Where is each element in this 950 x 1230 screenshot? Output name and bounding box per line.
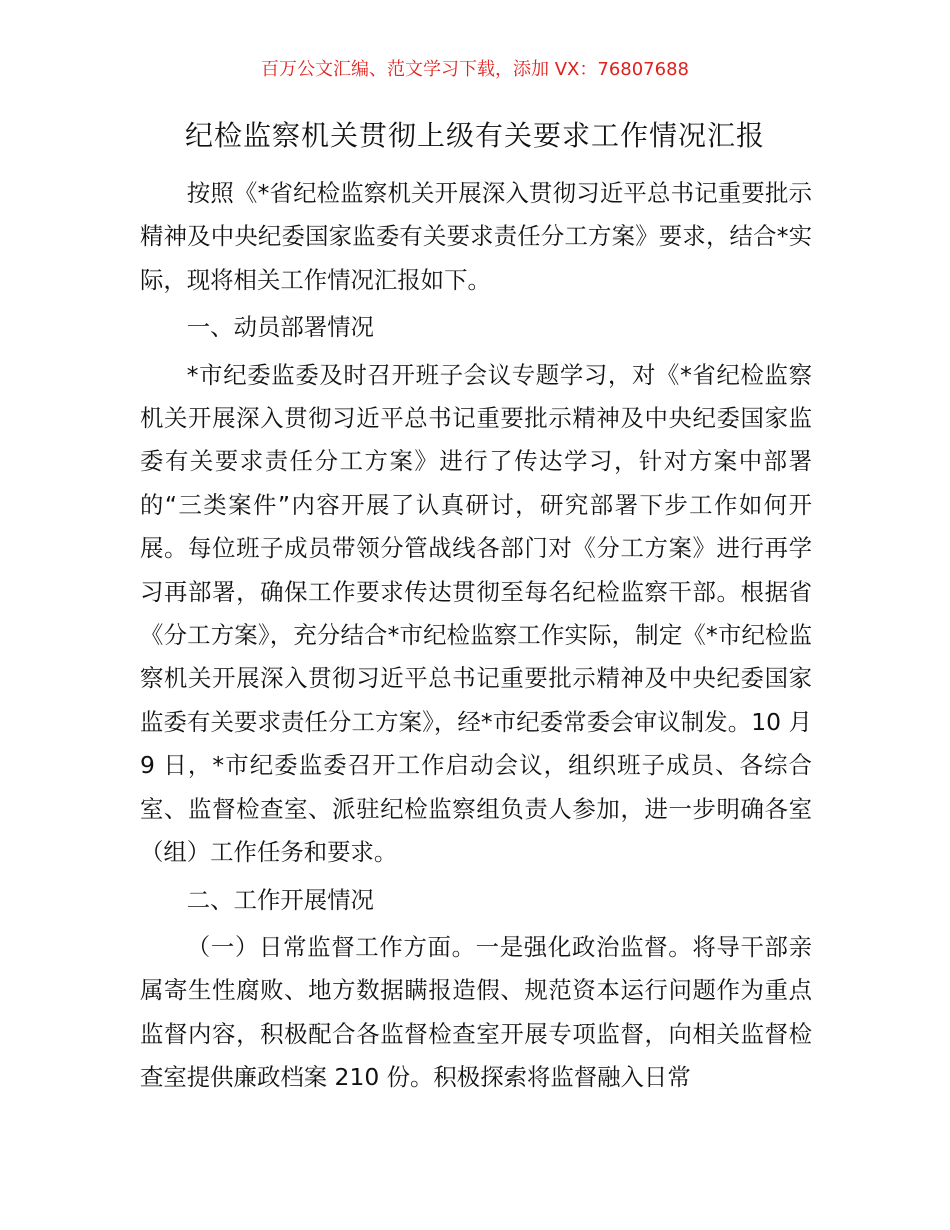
section-heading-mobilization: 一、动员部署情况 — [186, 313, 374, 342]
intro-paragraph: 按照《*省纪检监察机关开展深入贯彻习近平总书记重要批示精神及中央纪委国家监委有关要求责任分工方案》要求，结合*实际，现将相关工作情况汇报如下。 — [140, 179, 812, 294]
document-body — [140, 172, 812, 1100]
document-title: 纪检监察机关贯彻上级有关要求工作情况汇报 — [184, 119, 765, 152]
mobilization-paragraph: *市纪委监委及时召开班子会议专题学习，对《*省纪检监察机关开展深入贯彻习近平总书记重要批示精神及中央纪委国家监委有关要求责任分工方案》进行了传达学习，针对方案中部署的“三类案件”内容开展了认真研讨，研究部署下步工作如何开展。每位班子成员带领分管战线各部门对《分工方案》进行再学习再部署，确保工作要求传达贯彻至每名纪检监察干部。根据省《分工方案》，充分结合*市纪检监察工作实际，制定《*市纪检监察机关开展深入贯彻习近平总书记重要批示精神及中央纪委国家监委有关要求责任分工方案》，经*市纪委常委会审议制发。10 月 9 日，*市纪委监委召开工作启动会议，组织班子成员、各综合室、监督检查室、派驻纪检监察组负责人参加，进一步明确各室（组）工作任务和要求。 — [140, 360, 812, 867]
header-banner: 百万公文汇编、范文学习下载，添加 VX：76807688 — [261, 59, 689, 80]
daily-supervision-paragraph: （一）日常监督工作方面。一是强化政治监督。将导干部亲属寄生性腐败、地方数据瞒报造假、规范资本运行问题作为重点监督内容，积极配合各监督检查室开展专项监督，向相关监督检查室提供廉政档案 210 份。积极探索将监督融入日常 — [140, 932, 812, 1092]
section-heading-work-progress: 二、工作开展情况 — [186, 885, 374, 914]
